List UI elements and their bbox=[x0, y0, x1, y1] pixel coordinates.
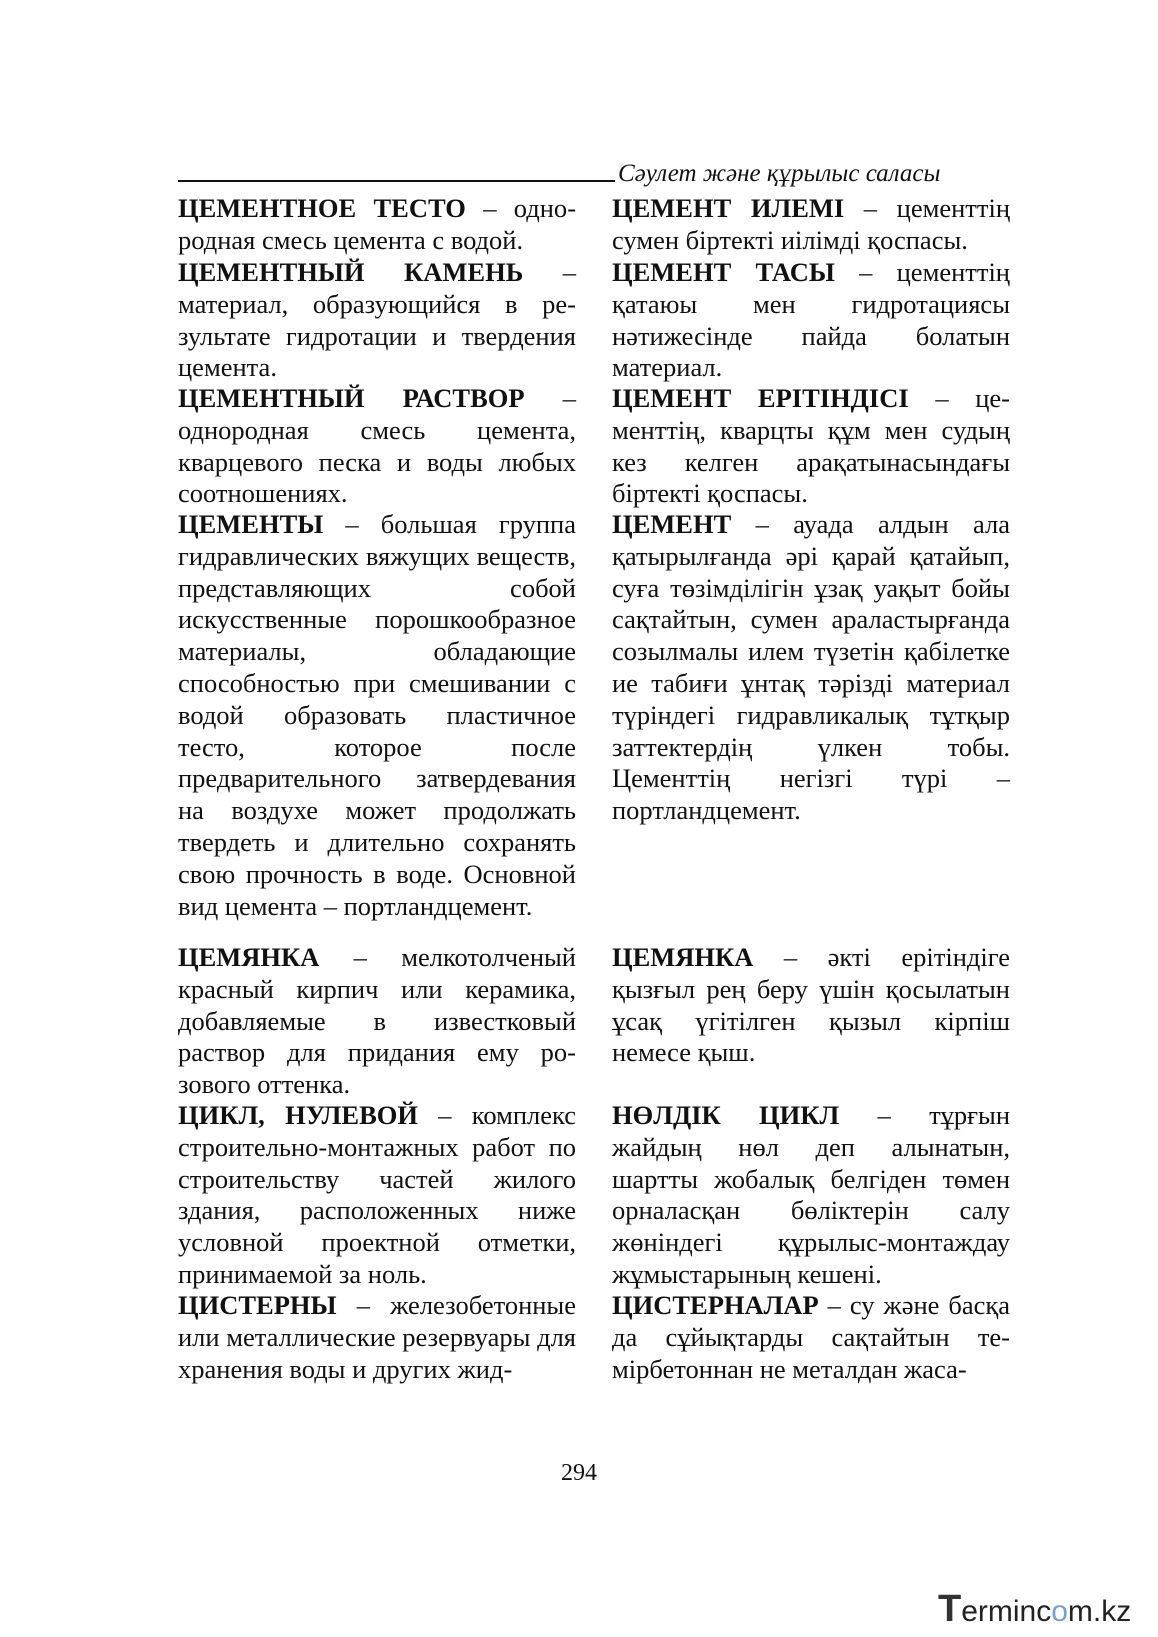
entry-cemyanka bbox=[178, 942, 576, 1101]
entry-cisterny bbox=[178, 1290, 576, 1385]
entry-definition: – железобетонные или металлические резервуары для хранения воды и других жид- bbox=[178, 1290, 576, 1384]
entry-term: ЦЕМЕНТ ТАСЫ bbox=[612, 257, 835, 287]
running-header: Сәулет және құрылыс саласы bbox=[618, 160, 941, 187]
entry-cementnoe-testo bbox=[178, 193, 576, 257]
entry-definition: – мелкотолченый красный кирпич или керамика, добавляемые в известковый раствор для придания ему розового оттенка. bbox=[178, 942, 576, 1100]
entry-term: ЦИСТЕРНЫ bbox=[178, 1290, 337, 1320]
entry-cemyanka-kz bbox=[612, 942, 1010, 1069]
entry-definition: – су және басқа да сұйықтарды сақтайтын темірбетоннан не металдан жаса- bbox=[612, 1290, 1010, 1384]
entry-cement-tasy bbox=[612, 257, 1010, 384]
magnifier-icon: o bbox=[1051, 1595, 1068, 1628]
entry-definition: – тұрғын жайдың нөл деп алынатын, шартты жобалық белгіден төмен орналасқан бөліктерін салу жөніндегі құрылыс-монтаждау жұмыстарының кешені. bbox=[612, 1100, 1010, 1289]
entry-term: ЦЕМЕНТ ЕРІТІНДІСІ bbox=[612, 383, 909, 413]
entry-term: ЦЕМЕНТЫ bbox=[178, 509, 324, 539]
entry-term: ЦЕМЯНКА bbox=[178, 942, 320, 972]
entry-noldik-cikl bbox=[612, 1100, 1010, 1291]
entry-term: ЦЕМЕНТНОЕ ТЕСТО bbox=[178, 193, 466, 223]
watermark-text: m.kz bbox=[1067, 1595, 1132, 1628]
entry-cement-eritindisi bbox=[612, 383, 1010, 510]
entry-cementnyj-kamen bbox=[178, 257, 576, 384]
entry-definition: – әкті ерітіндіге қызғыл рең беру үшін қосылатын ұсақ үгітілген қызыл кірпіш немесе қыш. bbox=[612, 942, 1010, 1068]
entry-definition: – однородная смесь цемента, кварцевого песка и воды любых соотношениях. bbox=[178, 383, 576, 509]
entry-cikl-nulevoj bbox=[178, 1100, 576, 1291]
entry-definition: – цементтің қатаюы мен гидротациясы нәтижесінде пайда болатын материал. bbox=[612, 257, 1010, 383]
entry-definition: – ауада алдын ала қатырылғанда әрі қарай қатайып, суға төзімділігін ұзақ уақыт бойы сақтайтын, сумен араластырғанда созылмалы илем түзетін қабілетке ие табиғи ұнтақ тәрізді материал түріндегі гидравликалық тұтқыр заттектердің үлкен тобы. Цементтің негізгі түрі – портландцемент. bbox=[612, 509, 1010, 826]
entry-term: ЦИКЛ, НУЛЕВОЙ bbox=[178, 1100, 418, 1130]
entry-definition: – большая группа гидравлических вяжущих веществ, представляющих собой искусственные порошкообразное материалы, обладающие способностью при смешивании с водой образовать пластичное тесто, которое после предварительного затвердевания на воздухе может продолжать твердеть и длительно сохранять свою прочность в воде. Основной вид цемента – портландцемент. bbox=[178, 509, 576, 921]
entry-term: ЦЕМЕНТ bbox=[612, 509, 732, 539]
entry-term: НӨЛДІК ЦИКЛ bbox=[612, 1100, 840, 1130]
entry-cisternalar bbox=[612, 1290, 1010, 1385]
entry-definition: – материал, образующийся в результате гидротации и твердения цемента. bbox=[178, 257, 576, 383]
entry-term: ЦЕМЕНТНЫЙ РАСТВОР bbox=[178, 383, 525, 413]
entry-term: ЦИСТЕРНАЛАР bbox=[612, 1290, 819, 1320]
entry-definition: – цементтің сумен біртекті иілімді қоспасы. bbox=[612, 193, 1010, 255]
header-rule bbox=[178, 180, 615, 182]
watermark-logo bbox=[938, 1588, 1131, 1631]
entry-cementnyj-rastvor bbox=[178, 383, 576, 510]
entry-cementy bbox=[178, 509, 576, 922]
entry-term: ЦЕМЯНКА bbox=[612, 942, 754, 972]
watermark-text: ermin bbox=[961, 1595, 1037, 1628]
entry-term: ЦЕМЕНТ ИЛЕМІ bbox=[612, 193, 845, 223]
entry-definition: – комплекс строительно-монтажных работ по строительству частей жилого здания, расположенных ниже условной проектной отметки, принимаемой за ноль. bbox=[178, 1100, 576, 1289]
watermark-letter: T bbox=[938, 1588, 962, 1630]
entry-cement bbox=[612, 509, 1010, 827]
entry-definition: – однородная смесь цемента с водой. bbox=[178, 193, 577, 255]
entry-definition: – цементтің, кварцты құм мен судың кез келген арақатынасындағы біртекті қоспасы. bbox=[612, 383, 1010, 509]
entry-term: ЦЕМЕНТНЫЙ КАМЕНЬ bbox=[178, 257, 524, 287]
page-number: 294 bbox=[561, 1460, 597, 1486]
watermark-text: c bbox=[1036, 1595, 1052, 1628]
entry-cement-ilemi bbox=[612, 193, 1010, 257]
